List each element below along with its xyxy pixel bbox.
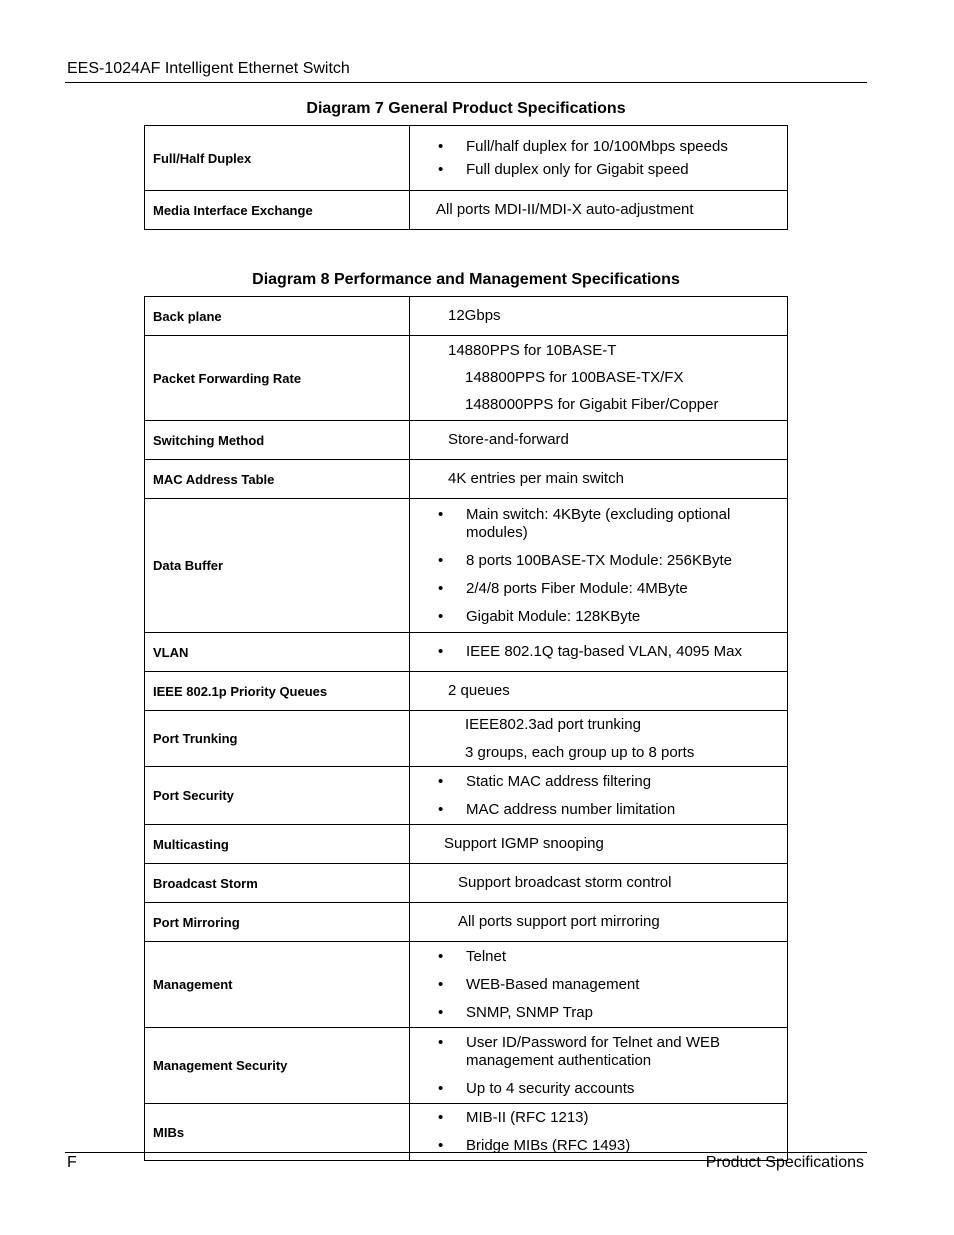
spec-value: 4K entries per main switch bbox=[410, 460, 788, 499]
bullet-icon: • bbox=[438, 800, 444, 818]
spec-value: All ports support port mirroring bbox=[410, 903, 788, 942]
spec-value: All ports MDI-II/MDI-X auto-adjustment bbox=[410, 191, 788, 230]
spec-label: IEEE 802.1p Priority Queues bbox=[145, 672, 410, 711]
spec-value: IEEE802.3ad port trunking 3 groups, each group up to 8 ports bbox=[410, 711, 788, 767]
spec-label: Multicasting bbox=[145, 825, 410, 864]
bullet-icon: • bbox=[438, 137, 444, 155]
diagram8-caption: Diagram 8 Performance and Management Specifications bbox=[252, 271, 680, 288]
spec-label: VLAN bbox=[145, 633, 410, 672]
bullet-icon: • bbox=[438, 975, 444, 993]
bullet-icon: • bbox=[438, 1109, 444, 1126]
spec-label: Packet Forwarding Rate bbox=[145, 336, 410, 421]
bullet-icon: • bbox=[438, 1003, 444, 1021]
table-row bbox=[145, 864, 788, 903]
table-row bbox=[145, 825, 788, 864]
table-row bbox=[145, 191, 788, 230]
list-item: • 8 ports 100BASE-TX Module: 256KByte bbox=[438, 552, 732, 569]
list-item: • Full/half duplex for 10/100Mbps speeds bbox=[438, 137, 728, 155]
spec-value bbox=[410, 499, 788, 633]
spec-label: Port Mirroring bbox=[145, 903, 410, 942]
performance-specs-table bbox=[144, 296, 788, 1161]
list-item: • Full duplex only for Gigabit speed bbox=[438, 160, 689, 178]
header-divider bbox=[65, 82, 867, 83]
spec-value: 14880PPS for 10BASE-T 148800PPS for 100BASE-TX/FX 1488000PPS for Gigabit Fiber/Copper bbox=[410, 336, 788, 421]
spec-label: Full/Half Duplex bbox=[145, 126, 410, 191]
spec-value: 2 queues bbox=[410, 672, 788, 711]
list-item: • MIB-II (RFC 1213) bbox=[438, 1109, 589, 1126]
table-row bbox=[145, 1028, 788, 1104]
spec-label: Port Security bbox=[145, 767, 410, 825]
list-item: • MAC address number limitation bbox=[438, 800, 676, 818]
list-item: • Gigabit Module: 128KByte bbox=[438, 608, 641, 625]
spec-label: MIBs bbox=[145, 1104, 410, 1161]
page-footer-letter: F bbox=[67, 1154, 77, 1171]
table-row bbox=[145, 421, 788, 460]
spec-label: Broadcast Storm bbox=[145, 864, 410, 903]
page-footer-section: Product Specifications bbox=[705, 1154, 864, 1171]
bullet-icon: • bbox=[438, 1137, 444, 1154]
footer-divider bbox=[65, 1152, 867, 1153]
list-item: • IEEE 802.1Q tag-based VLAN, 4095 Max bbox=[438, 643, 742, 660]
bullet-icon: • bbox=[438, 947, 444, 965]
page-header-title: EES-1024AF Intelligent Ethernet Switch bbox=[67, 60, 350, 77]
list-item: • 2/4/8 ports Fiber Module: 4MByte bbox=[438, 580, 688, 597]
general-specs-table bbox=[144, 125, 788, 230]
spec-label: Back plane bbox=[145, 297, 410, 336]
list-item: • SNMP, SNMP Trap bbox=[438, 1003, 593, 1021]
bullet-icon: • bbox=[438, 643, 444, 660]
list-item: • Up to 4 security accounts bbox=[438, 1079, 635, 1097]
table-row bbox=[145, 903, 788, 942]
bullet-icon: • bbox=[438, 160, 444, 178]
spec-label: Switching Method bbox=[145, 421, 410, 460]
table-row bbox=[145, 711, 788, 767]
bullet-icon: • bbox=[438, 608, 444, 625]
spec-value bbox=[410, 942, 788, 1028]
table-row bbox=[145, 672, 788, 711]
table-row bbox=[145, 336, 788, 421]
list-item: • User ID/Password for Telnet and WEB management authentication bbox=[438, 1033, 720, 1069]
list-item: • WEB-Based management bbox=[438, 975, 640, 993]
table-row bbox=[145, 460, 788, 499]
spec-value bbox=[410, 1028, 788, 1104]
table-row bbox=[145, 942, 788, 1028]
bullet-icon: • bbox=[438, 552, 444, 569]
spec-value bbox=[410, 126, 788, 191]
bullet-icon: • bbox=[438, 1033, 444, 1051]
spec-value: Support broadcast storm control bbox=[410, 864, 788, 903]
spec-label: Media Interface Exchange bbox=[145, 191, 410, 230]
bullet-icon: • bbox=[438, 772, 444, 790]
spec-label: Port Trunking bbox=[145, 711, 410, 767]
spec-value bbox=[410, 633, 788, 672]
spec-value bbox=[410, 767, 788, 825]
bullet-icon: • bbox=[438, 580, 444, 597]
table-row bbox=[145, 126, 788, 191]
list-item: • Static MAC address filtering bbox=[438, 772, 652, 790]
bullet-icon: • bbox=[438, 506, 444, 523]
table-row bbox=[145, 297, 788, 336]
table-row bbox=[145, 767, 788, 825]
table-row bbox=[145, 633, 788, 672]
diagram7-caption: Diagram 7 General Product Specifications bbox=[306, 100, 626, 117]
spec-value: Support IGMP snooping bbox=[410, 825, 788, 864]
list-item: • Bridge MIBs (RFC 1493) bbox=[438, 1137, 631, 1154]
spec-label: MAC Address Table bbox=[145, 460, 410, 499]
spec-value: 12Gbps bbox=[410, 297, 788, 336]
spec-label: Management bbox=[145, 942, 410, 1028]
spec-value: Store-and-forward bbox=[410, 421, 788, 460]
spec-label: Data Buffer bbox=[145, 499, 410, 633]
table-row bbox=[145, 499, 788, 633]
bullet-icon: • bbox=[438, 1079, 444, 1097]
list-item: • Main switch: 4KByte (excluding optional modules) bbox=[438, 506, 731, 541]
spec-label: Management Security bbox=[145, 1028, 410, 1104]
list-item: • Telnet bbox=[438, 947, 507, 965]
